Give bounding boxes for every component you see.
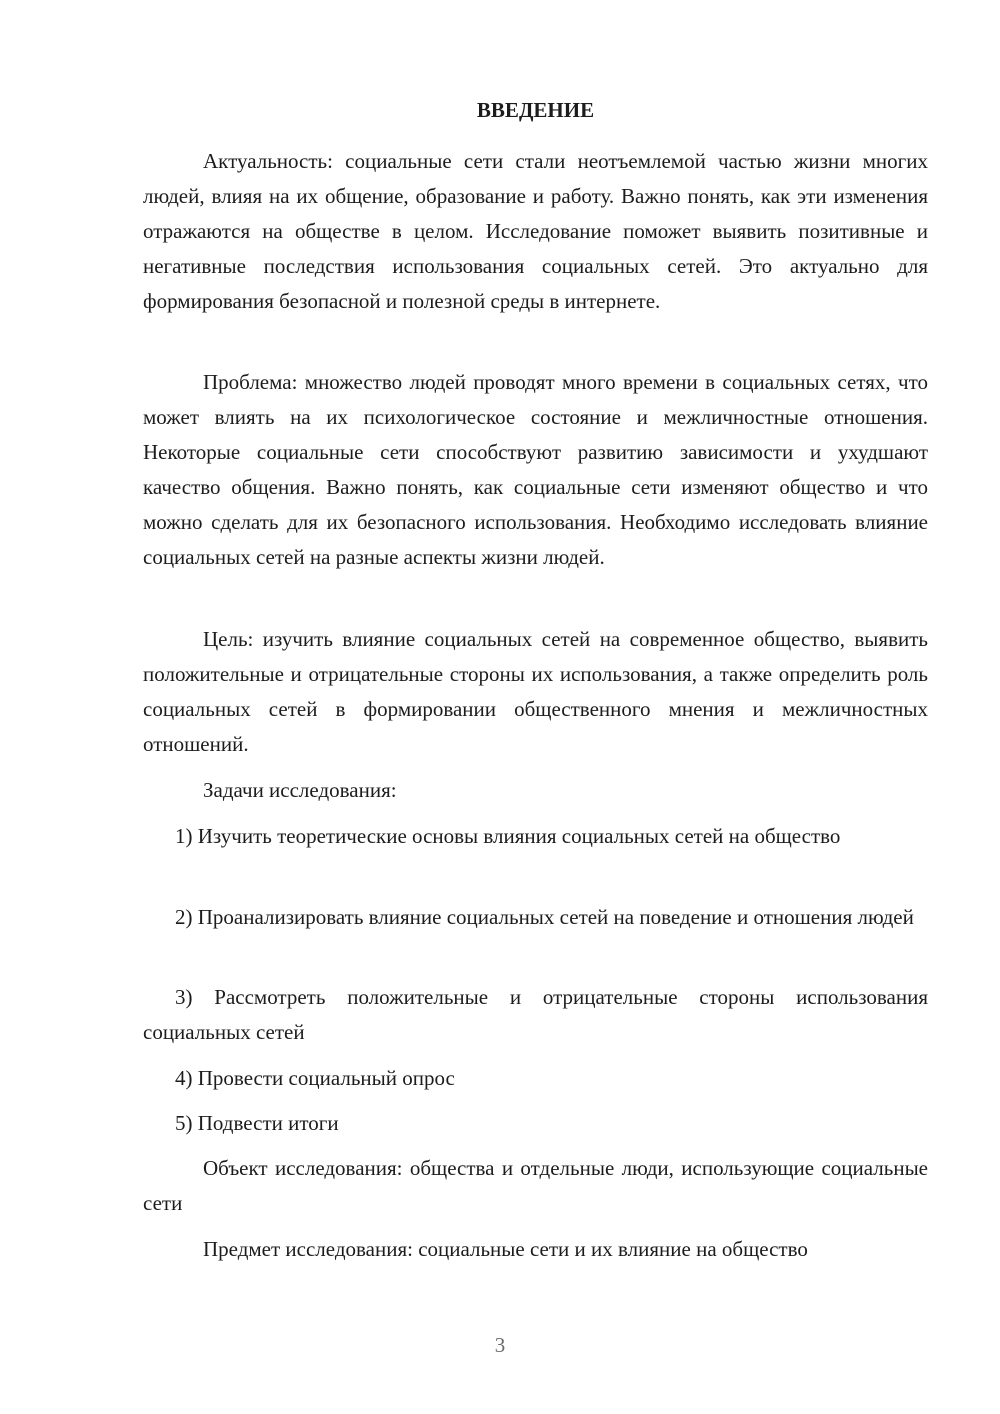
page-number: 3 xyxy=(494,1333,506,1357)
subject-paragraph: Предмет исследования: социальные сети и их влияние на общество xyxy=(203,1237,808,1261)
task-item-1: 1) Изучить теоретические основы влияния социальных сетей на общество xyxy=(175,824,841,848)
page-title: ВВЕДЕНИЕ xyxy=(476,98,595,122)
task-item-3: 3) Рассмотреть положительные и отрицательные стороны использования социальных сетей xyxy=(143,985,928,1044)
problem-paragraph: Проблема: множество людей проводят много времени в социальных сетях, что может влиять на их психологическое состояние и межличностные отношения. Некоторые социальные сети способствуют развитию зависимости и ухудшают качество общения. Важно понять, как социальные сети изменяют общество и что можно сделать для их безопасного использования. Необходимо исследовать влияние социальных сетей на разные аспекты жизни людей. xyxy=(143,370,928,569)
task-item-4: 4) Провести социальный опрос xyxy=(175,1066,455,1090)
task-item-5: 5) Подвести итоги xyxy=(175,1111,339,1135)
goal-paragraph: Цель: изучить влияние социальных сетей на современное общество, выявить положительные и отрицательные стороны их использования, а также определить роль социальных сетей в формировании общественного мнения и межличностных отношений. xyxy=(143,627,928,756)
tasks-title: Задачи исследования: xyxy=(203,778,397,802)
object-paragraph: Объект исследования: общества и отдельные люди, использующие социальные сети xyxy=(143,1156,928,1215)
task-item-2: 2) Проанализировать влияние социальных сетей на поведение и отношения людей xyxy=(175,905,914,929)
relevance-paragraph: Актуальность: социальные сети стали неотъемлемой частью жизни многих людей, влияя на их общение, образование и работу. Важно понять, как эти изменения отражаются на обществе в целом. Исследование поможет выявить позитивные и негативные последствия использования социальных сетей. Это актуально для формирования безопасной и полезной среды в интернете. xyxy=(143,149,928,313)
